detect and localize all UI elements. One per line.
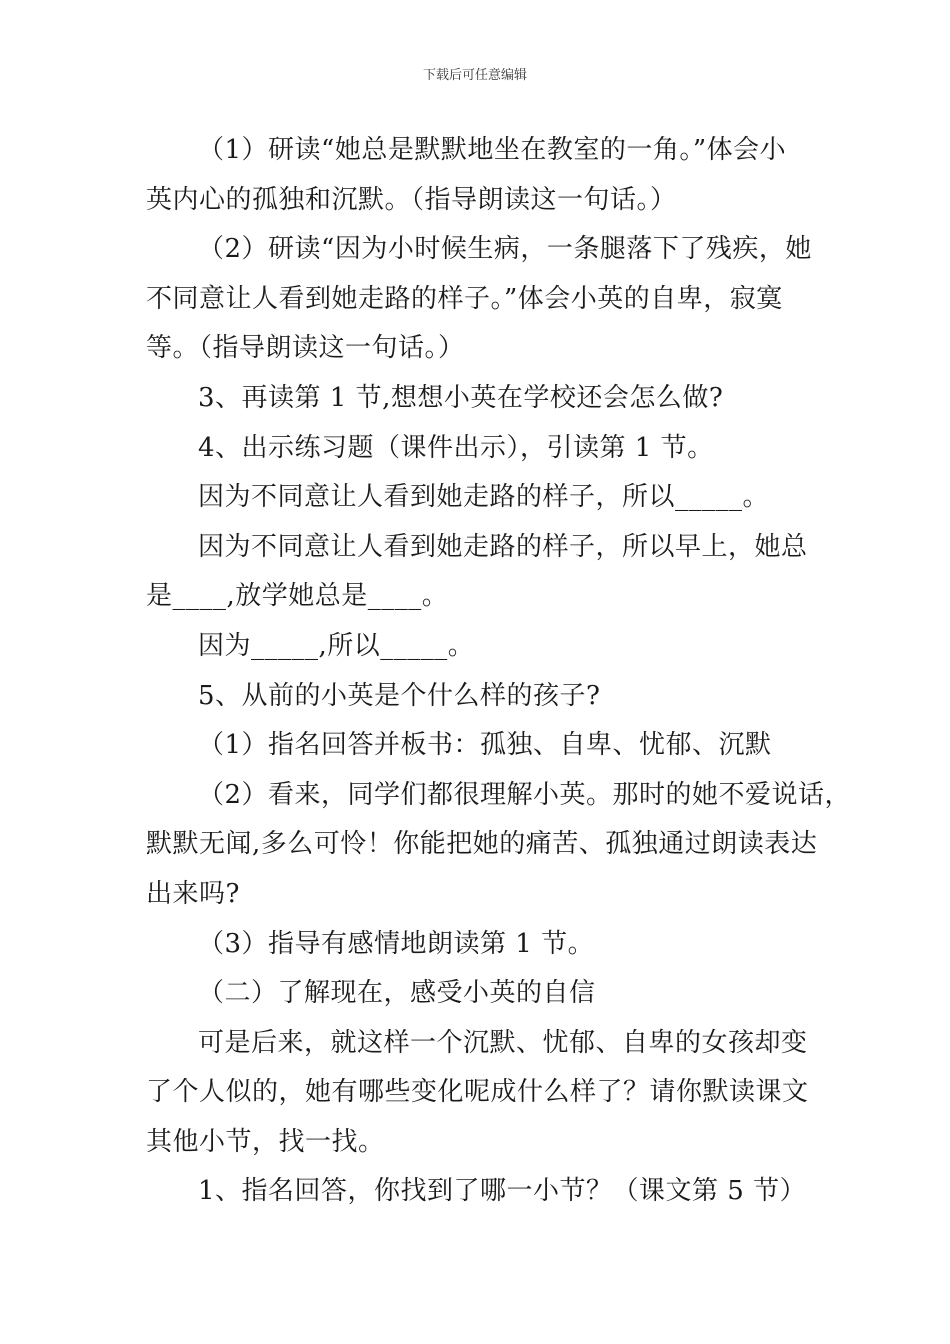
paragraph-line: 3、再读第 1 节,想想小英在学校还会怎么做?	[198, 382, 724, 413]
paragraph-line: 1、指名回答，你找到了哪一小节？（课文第 5 节）	[198, 1176, 807, 1207]
paragraph-line: 不同意让人看到她走路的样子。”体会小英的自卑，寂寞	[146, 283, 783, 314]
paragraph-line: （3）指导有感情地朗读第 1 节。	[198, 928, 595, 959]
document-body	[146, 126, 852, 1217]
page-header: 下载后可任意编辑	[422, 68, 527, 83]
paragraph-line: 默默无闻,多么可怜！你能把她的痛苦、孤独通过朗读表达	[146, 829, 818, 860]
section-heading: （二）了解现在，感受小英的自信	[198, 978, 596, 1009]
paragraph-line: 是____,放学她总是____。	[146, 581, 449, 612]
paragraph-line: （1）指名回答并板书：孤独、自卑、忧郁、沉默	[198, 730, 772, 761]
paragraph-line: 可是后来，就这样一个沉默、忧郁、自卑的女孩却变	[198, 1027, 808, 1058]
paragraph-line: 因为不同意让人看到她走路的样子，所以_____。	[198, 482, 770, 513]
paragraph-line: 4、出示练习题（课件出示），引读第 1 节。	[198, 432, 714, 463]
paragraph-line: 5、从前的小英是个什么样的孩子?	[198, 680, 601, 711]
paragraph-line: 其他小节，找一找。	[146, 1126, 385, 1157]
paragraph-line: （2）研读“因为小时候生病，一条腿落下了残疾，她	[198, 234, 812, 265]
paragraph-line: 等。（指导朗读这一句话。）	[146, 333, 465, 364]
paragraph-line: 了个人似的，她有哪些变化呢成什么样了？请你默读课文	[146, 1077, 809, 1108]
paragraph-line: （1）研读“她总是默默地坐在教室的一角。”体会小	[198, 135, 787, 165]
paragraph-line: 因为不同意让人看到她走路的样子，所以早上，她总	[198, 531, 808, 562]
paragraph-line: 英内心的孤独和沉默。（指导朗读这一句话。）	[146, 184, 677, 215]
paragraph-line: 因为_____,所以_____。	[198, 630, 475, 661]
paragraph-line: （2）看来，同学们都很理解小英。那时的她不爱说话，	[198, 779, 852, 810]
paragraph-line: 出来吗?	[146, 878, 240, 909]
